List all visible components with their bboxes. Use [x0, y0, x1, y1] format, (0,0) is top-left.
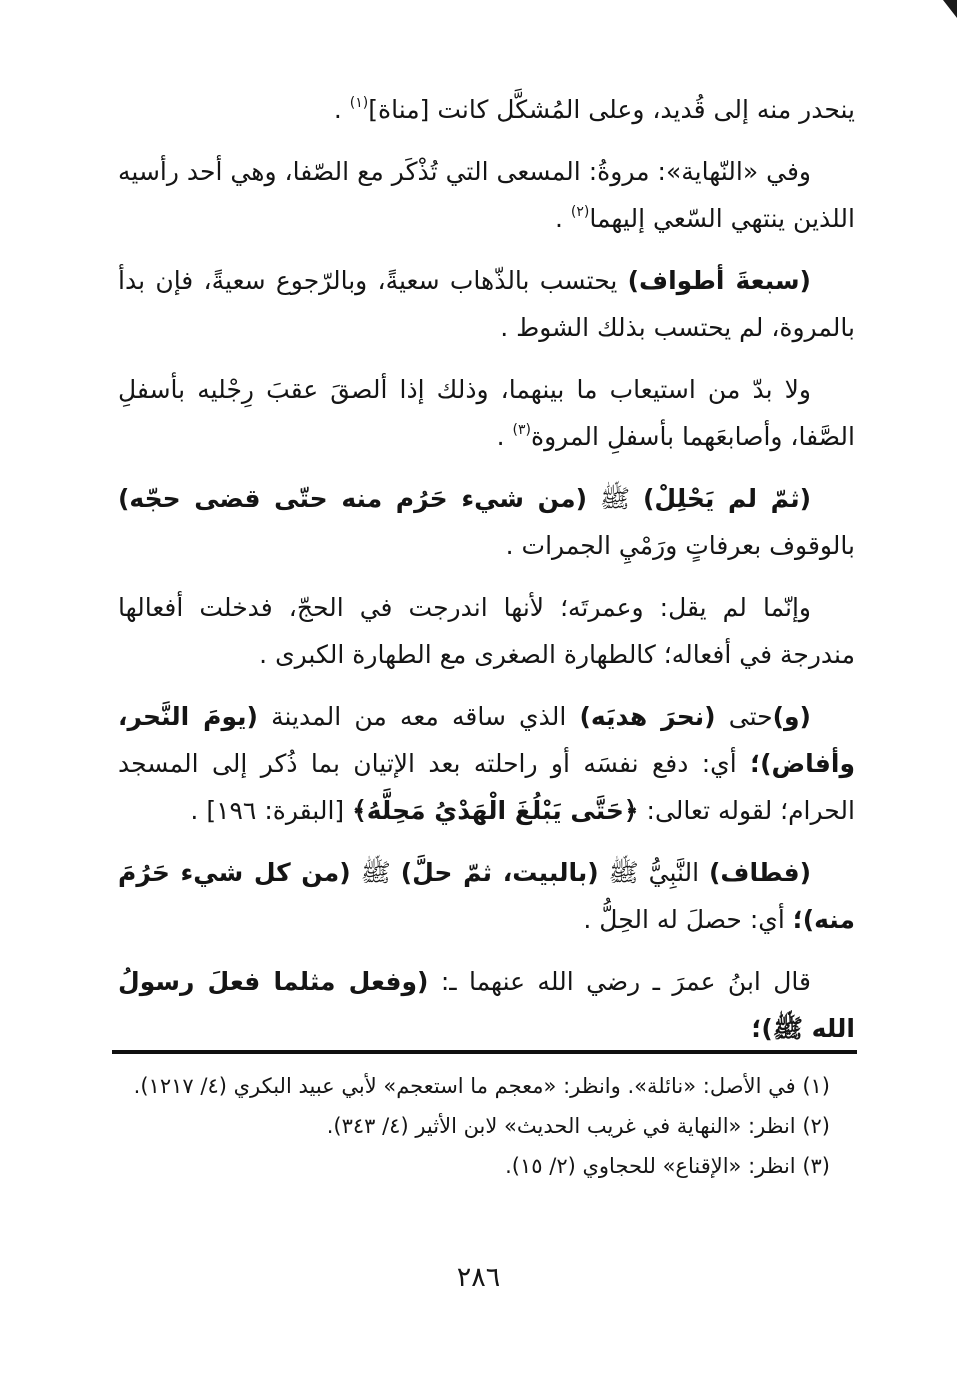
footnote-text: انظر: «الإقناع» للحجاوي (٢/ ١٥).: [505, 1154, 796, 1178]
sharh-text: ولا بدّ من استيعاب ما بينهما، وذلك إذا ألصقَ عقبَ رِجْليه بأسفلِ الصَّفا، وأصابعَهما بأسفلِ المروة: [118, 375, 855, 451]
sharh-text: يحتسب بالذّهاب سعيةً، وبالرّجوع سعيةً، فإن بدأ بالمروة، لم يحتسب بذلك الشوط .: [118, 266, 855, 342]
matn-text: (وفعل مثلما فعلَ رسولُ الله ﷺ)؛: [118, 967, 855, 1043]
paragraph: [118, 257, 855, 351]
matn-text: (نحرَ هديَه): [579, 702, 716, 731]
text-block: [118, 86, 855, 1067]
sharh-text: قال ابنُ عمرَ ـ رضي الله عنهما ـ:: [428, 967, 811, 996]
paragraph: [118, 693, 855, 834]
footnote-item: [122, 1066, 830, 1106]
footnote-text: في الأصل: «نائلة». وانظر: «معجم ما استعجم» لأبي عبيد البكري (٤/ ١٢١٧).: [133, 1074, 796, 1098]
sharh-text: الذي ساقه معه من المدينة: [257, 702, 580, 731]
sharh-text: ينحدر منه إلى قُديد، وعلى المُشكَّل كانت [مناة]: [368, 95, 855, 124]
matn-text: (بالبيت، ثمّ حلَّ): [400, 858, 599, 887]
sharh-text: النَّبِيُّ ﷺ: [598, 858, 709, 887]
footnote-item: [122, 1146, 830, 1186]
footnote-ref-marker: (١): [349, 95, 369, 111]
paragraph: [118, 86, 855, 133]
matn-text: (فطاف): [709, 858, 812, 887]
matn-text: (من كل شيء حَرُمَ منه)؛: [118, 858, 855, 934]
footnote-text: انظر: «النهاية في غريب الحديث» لابن الأثير (٤/ ٣٤٣).: [326, 1114, 796, 1138]
footnote-number: (١): [795, 1074, 830, 1098]
matn-text: (من شيء حَرُم منه حتّى قضى حجّه): [118, 484, 588, 513]
page-number: ٢٨٦: [456, 1262, 501, 1293]
scan-artifact-corner: [943, 0, 957, 18]
footnotes-list: [122, 1066, 830, 1186]
footnote-item: [122, 1106, 830, 1146]
sharh-text: ﷺ: [587, 484, 643, 513]
matn-text: (ثمّ لم يَحْلِلْ): [642, 484, 812, 513]
sharh-text: أي: حصلَ له الحِلُّ .: [583, 905, 793, 934]
sharh-text: حتى: [715, 702, 773, 731]
paragraph: [118, 148, 855, 242]
footnote-ref-marker: (٢): [570, 204, 590, 220]
footnote-ref-marker: (٣): [512, 422, 532, 438]
paragraph: [118, 584, 855, 678]
sharh-text: وفي «النّهاية»: مروةُ: المسعى التي تُذْكَر مع الصّفا، وهي أحد رأسيه اللذين ينتهي السّعي إليهما: [118, 157, 855, 233]
sharh-text: بالوقوف بعرفاتٍ ورَمْيِ الجمرات .: [505, 531, 855, 560]
footnote-number: (٣): [795, 1154, 830, 1178]
matn-text: (سبعةَ أطواف): [627, 266, 811, 295]
paragraph: [118, 958, 855, 1052]
footnote-number: (٢): [795, 1114, 830, 1138]
footnote-separator: [112, 1050, 857, 1054]
quran-verse: ﴿حَتَّى يَبْلُغَ الْهَدْيُ مَحِلَّهُ﴾: [352, 796, 639, 825]
sharh-text: .: [333, 95, 350, 124]
sharh-text: ﷺ: [350, 858, 401, 887]
paragraph: [118, 849, 855, 943]
sharh-text: .: [554, 204, 571, 233]
paragraph: [118, 475, 855, 569]
matn-text: (و): [772, 702, 811, 731]
paragraph: [118, 366, 855, 460]
sharh-text: [البقرة: ١٩٦] .: [190, 796, 353, 825]
matn-text: (يومَ النَّحر، وأفاض)؛: [118, 702, 855, 778]
sharh-text: أي: دفع نفسَه أو راحلته بعد الإتيان بما ذُكر إلى المسجد الحرام؛ لقوله تعالى:: [118, 749, 855, 825]
sharh-text: وإنّما لم يقل: وعمرتَه؛ لأنها اندرجت في الحجّ، فدخلت أفعالها مندرجة في أفعاله؛ كالطهارة الصغرى مع الطهارة الكبرى .: [118, 593, 855, 669]
sharh-text: .: [496, 422, 513, 451]
